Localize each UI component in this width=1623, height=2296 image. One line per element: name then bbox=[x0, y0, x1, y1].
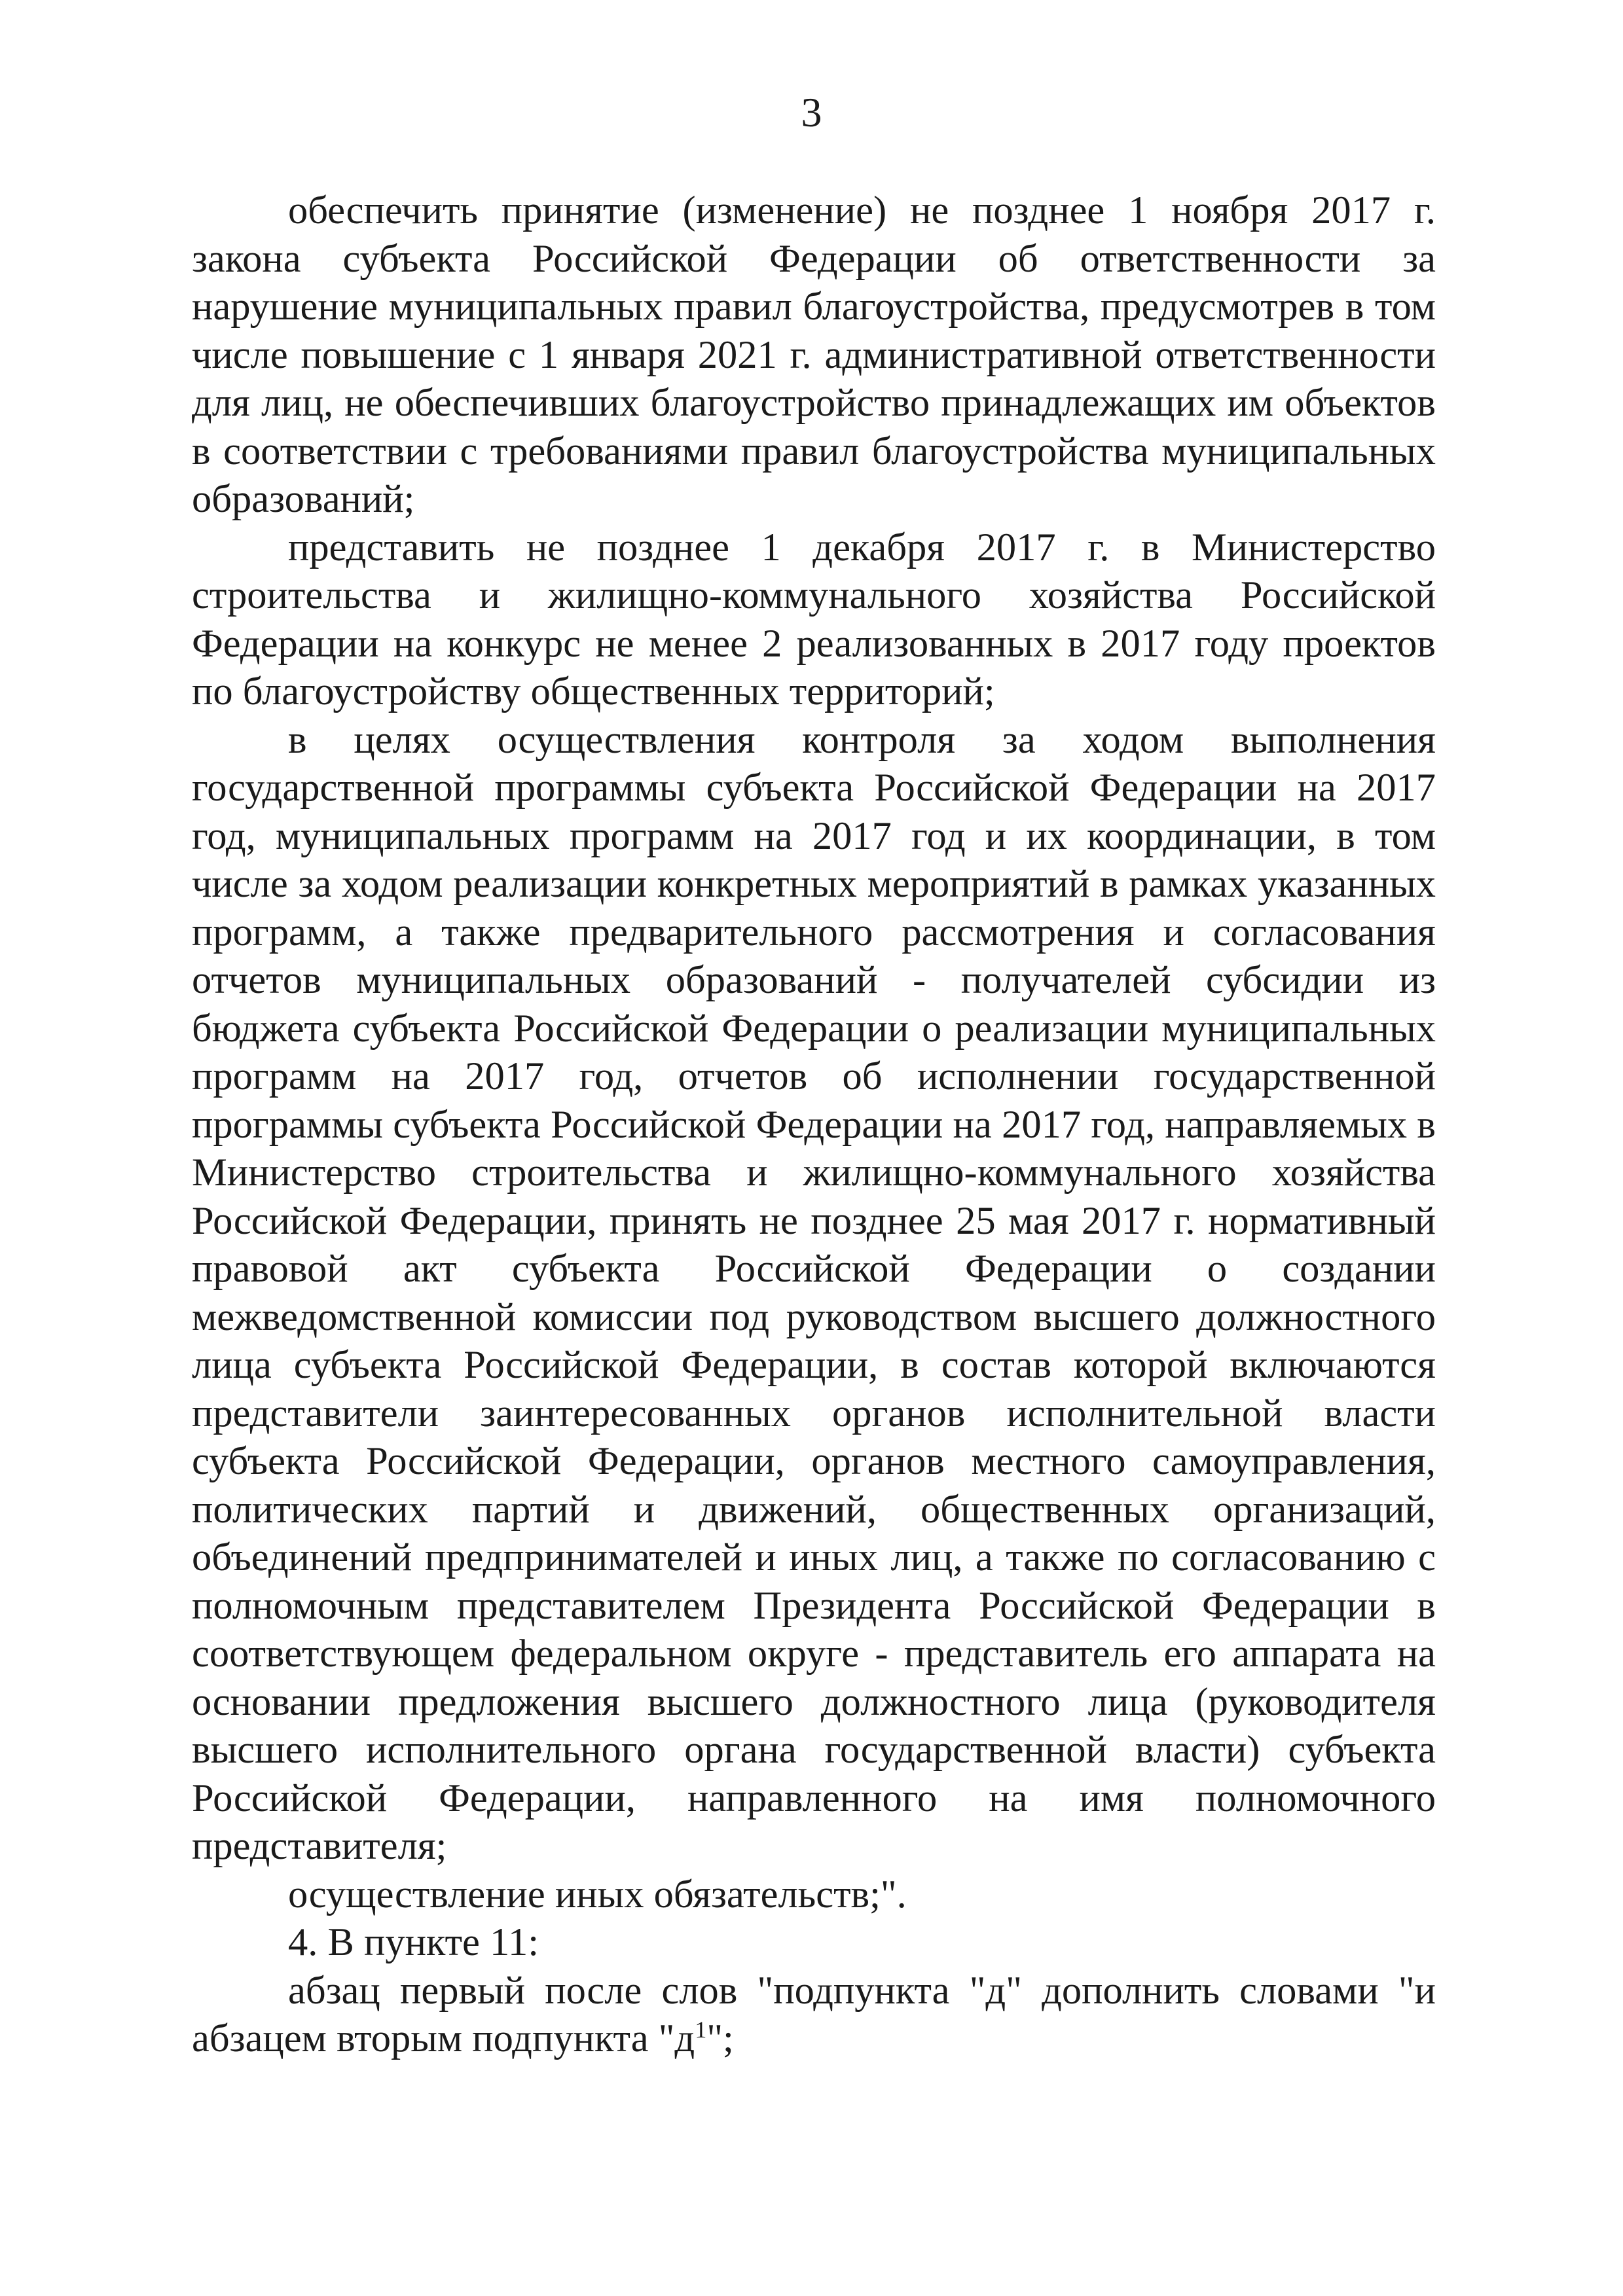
document-body bbox=[192, 187, 1436, 2063]
paragraph: осуществление иных обязательств;". bbox=[288, 1872, 907, 1916]
paragraph: обеспечить принятие (изменение) не позднее 1 ноября 2017 г. закона субъекта Российской Федерации об ответственности за нарушение муниципальных правил благоустройства, предусмотрев в том числе повышение с 1 января 2021 г. административной ответственности для лиц, не обеспечивших благоустройство принадлежащих им объектов в соответствии с требованиями правил благоустройства муниципальных образований; bbox=[192, 188, 1436, 521]
paragraph-text: абзац первый после слов "подпункта "д" дополнить словами "и абзацем вторым подпункта "д bbox=[192, 1968, 1436, 2060]
paragraph: 4. В пункте 11: bbox=[288, 1920, 539, 1964]
page-number: 3 bbox=[801, 89, 822, 135]
paragraph: в целях осуществления контроля за ходом выполнения государственной программы субъекта Российской Федерации на 2017 год, муниципальных программ на 2017 год и их координации, в том числе за ходом реализации конкретных мероприятий в рамках указанных программ, а также предварительного рассмотрения и согласования отчетов муниципальных образований - получателей субсидии из бюджета субъекта Российской Федерации о реализации муниципальных программ на 2017 год, отчетов об исполнении государственной программы субъекта Российской Федерации на 2017 год, направляемых в Министерство строительства и жилищно-коммунального хозяйства Российской Федерации, принять не позднее 25 мая 2017 г. нормативный правовой акт субъекта Российской Федерации о создании межведомственной комиссии под руководством высшего должностного лица субъекта Российской Федерации, в состав которой включаются представители заинтересованных органов исполнительной власти субъекта Российской Федерации, органов местного самоуправления, политических партий и движений, общественных организаций, объединений предпринимателей и иных лиц, а также по согласованию с полномочным представителем Президента Российской Федерации в соответствующем федеральном округе - представитель его аппарата на основании предложения высшего должностного лица (руководителя высшего исполнительного органа государственной власти) субъекта Российской Федерации, направленного на имя полномочного представителя; bbox=[192, 717, 1436, 1868]
paragraph: представить не позднее 1 декабря 2017 г. в Министерство строительства и жилищно-коммунального хозяйства Российской Федерации на конкурс не менее 2 реализованных в 2017 году проектов по благоустройству общественных территорий; bbox=[192, 525, 1436, 713]
paragraph-amendment bbox=[192, 1967, 1436, 2063]
superscript-index: 1 bbox=[695, 2016, 707, 2043]
paragraph-text-end: "; bbox=[706, 2017, 734, 2060]
